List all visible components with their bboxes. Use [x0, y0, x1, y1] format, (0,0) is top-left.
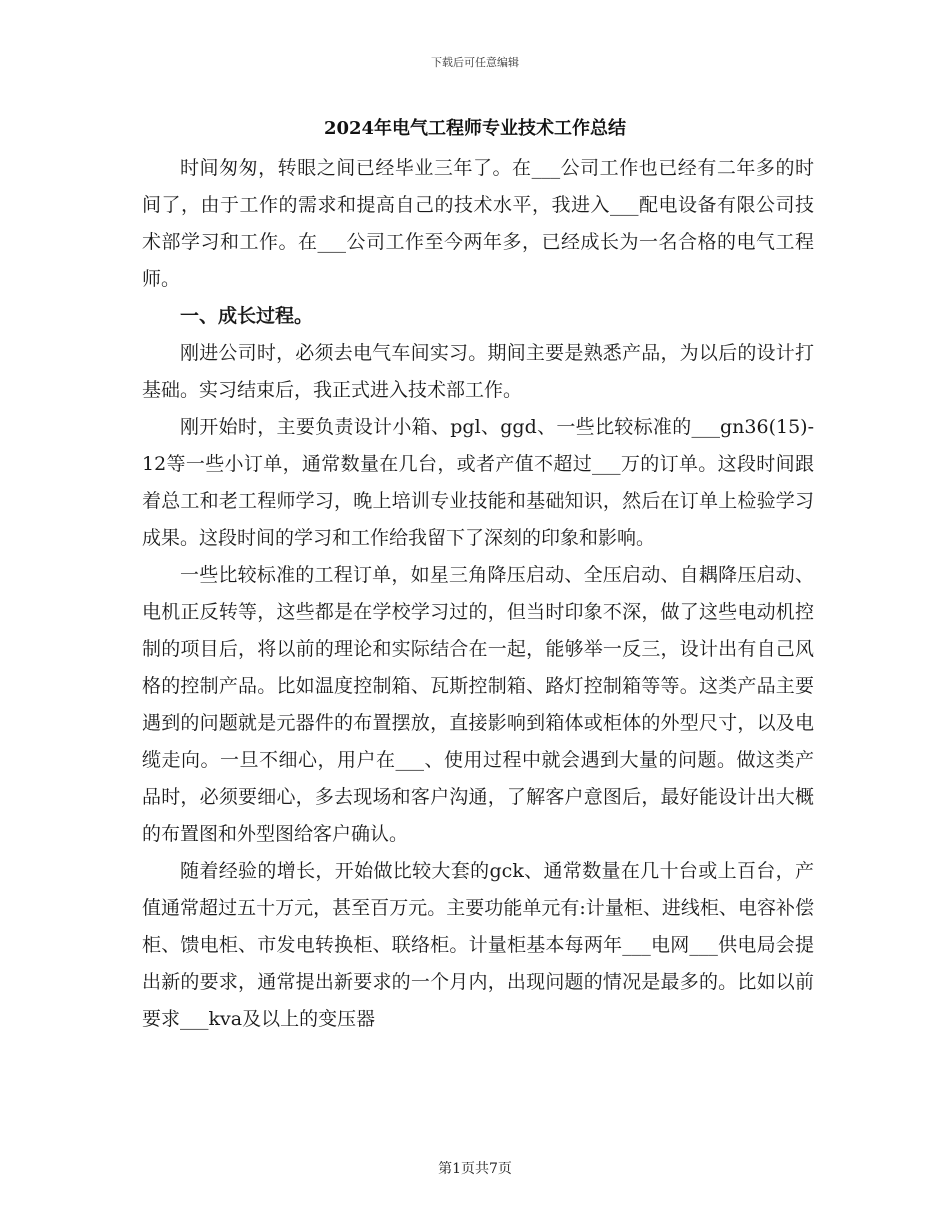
- document-title: 2024年电气工程师专业技术工作总结: [323, 118, 627, 139]
- page-number: 第1页共7页: [438, 1161, 512, 1177]
- paragraph-large-orders: 随着经验的增长，开始做比较大套的gck、通常数量在几十台或上百台，产值通常超过五十万元，甚至百万元。主要功能单元有:计量柜、进线柜、电容补偿柜、馈电柜、市发电转换柜、联络柜。计量柜基本每两年___电网___供电局会提出新的要求，通常提出新要求的一个月内，出现问题的情况是最多的。比如以前要求___kva及以上的变压器: [142, 860, 814, 1030]
- paragraph-internship: 刚进公司时，必须去电气车间实习。期间主要是熟悉产品，为以后的设计打基础。实习结束后，我正式进入技术部工作。: [142, 342, 814, 401]
- document-body: [142, 150, 814, 1038]
- section-heading-growth: 一、成长过程。: [180, 305, 314, 327]
- paragraph-standard-orders: 一些比较标准的工程订单，如星三角降压启动、全压启动、自耦降压启动、电机正反转等，这些都是在学校学习过的，但当时印象不深，做了这些电动机控制的项目后，将以前的理论和实际结合在一起，能够举一反三，设计出有自己风格的控制产品。比如温度控制箱、瓦斯控制箱、路灯控制箱等等。这类产品主要遇到的问题就是元器件的布置摆放，直接影响到箱体或柜体的外型尺寸，以及电缆走向。一旦不细心，用户在___、使用过程中就会遇到大量的问题。做这类产品时，必须要细心，多去现场和客户沟通，了解客户意图后，最好能设计出大概的布置图和外型图给客户确认。: [142, 564, 814, 845]
- paragraph-early-work: 刚开始时，主要负责设计小箱、pgl、ggd、一些比较标准的___gn36(15)-12等一些小订单，通常数量在几台，或者产值不超过___万的订单。这段时间跟着总工和老工程师学习，晚上培训专业技能和基础知识，然后在订单上检验学习成果。这段时间的学习和工作给我留下了深刻的印象和影响。: [142, 416, 814, 549]
- paragraph-intro: 时间匆匆，转眼之间已经毕业三年了。在___公司工作也已经有二年多的时间了，由于工作的需求和提高自己的技术水平，我进入___配电设备有限公司技术部学习和工作。在___公司工作至今两年多，已经成长为一名合格的电气工程师。: [142, 157, 814, 290]
- header-note: 下载后可任意编辑: [431, 56, 519, 69]
